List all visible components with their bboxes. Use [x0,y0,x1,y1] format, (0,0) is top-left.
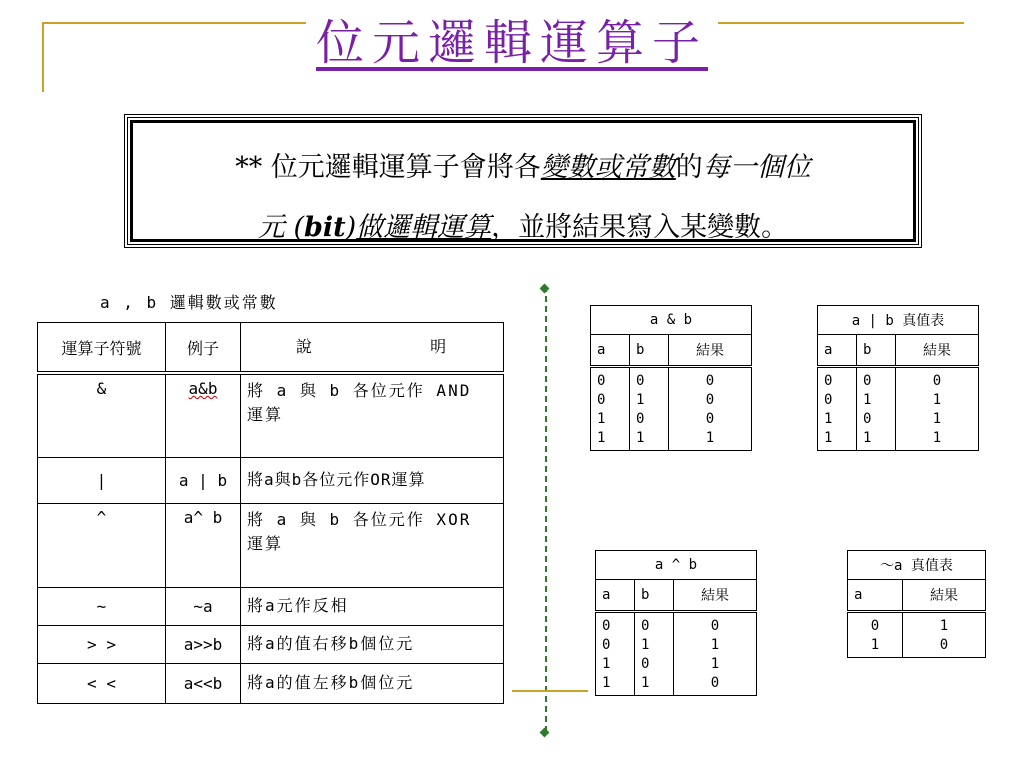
operator-example: a^ b [166,503,241,587]
operator-symbol: & [38,373,166,457]
column-a-values: 0 1 [848,612,903,658]
operators-table [37,322,504,704]
column-b-values: 0 1 0 1 [857,367,896,451]
column-b-values: 0 1 0 1 [635,612,674,696]
header-result: 結果 [674,580,757,612]
column-b-values: 0 1 0 1 [630,367,669,451]
table-header-row [38,323,504,374]
column-result-values: 0 1 1 1 [896,367,979,451]
header-a: a [848,580,903,612]
definition-callout [127,117,919,245]
column-a-values: 0 0 1 1 [596,612,635,696]
not-truth-table [847,550,986,658]
header-symbol: 運算子符號 [38,323,166,374]
operator-description: 將a的值左移b個位元 [241,663,504,703]
vertical-divider [545,286,547,732]
operator-symbol: < < [38,663,166,703]
table-row [38,587,504,625]
header-example: 例子 [166,323,241,374]
column-a-values: 0 0 1 1 [818,367,857,451]
operator-example: a | b [166,457,241,503]
header-result: 結果 [669,335,752,367]
divider-bottom-dot [540,728,550,738]
connector-line [512,690,588,692]
header-result: 結果 [896,335,979,367]
operator-symbol: ~ [38,587,166,625]
operator-example: ~a [166,587,241,625]
table-row [38,663,504,703]
operator-description: 將a元作反相 [241,587,504,625]
header-a: a [596,580,635,612]
column-result-values: 0 1 1 0 [674,612,757,696]
header-b: b [630,335,669,367]
operator-symbol: | [38,457,166,503]
operator-symbol: > > [38,625,166,663]
truth-table-caption: a | b 真值表 [818,306,979,335]
truth-table-caption: ～a 真值表 [848,551,986,580]
column-result-values: 0 0 0 1 [669,367,752,451]
operators-caption: a , b 邏輯數或常數 [100,293,278,312]
table-row [38,373,504,457]
truth-table-caption: a & b [591,306,752,335]
column-a-values: 0 0 1 1 [591,367,630,451]
column-result-values: 1 0 [903,612,986,658]
header-a: a [591,335,630,367]
slide-title: 位元邏輯運算子 [0,4,1024,73]
table-row [38,625,504,663]
operator-description: 將a的值右移b個位元 [241,625,504,663]
callout-line-1: ** 位元邏輯運算子會將各變數或常數的每一個位 [235,152,811,183]
operator-example: a>>b [166,625,241,663]
header-a: a [818,335,857,367]
callout-line-2: 元 (bit)做邏輯運算，並將結果寫入某變數。 [257,212,789,243]
or-truth-table [817,305,979,451]
operator-symbol: ^ [38,503,166,587]
table-row [38,457,504,503]
table-row [38,503,504,587]
xor-truth-table [595,550,757,696]
operator-example: a&b [166,373,241,457]
and-truth-table [590,305,752,451]
header-b: b [857,335,896,367]
header-result: 結果 [903,580,986,612]
truth-table-caption: a ^ b [596,551,757,580]
header-description: 說 明 [241,323,504,374]
operator-description: 將 a 與 b 各位元作 AND 運算 [241,373,504,457]
header-b: b [635,580,674,612]
operator-description: 將a與b各位元作OR運算 [241,457,504,503]
operator-example: a<<b [166,663,241,703]
operator-description: 將 a 與 b 各位元作 XOR 運算 [241,503,504,587]
